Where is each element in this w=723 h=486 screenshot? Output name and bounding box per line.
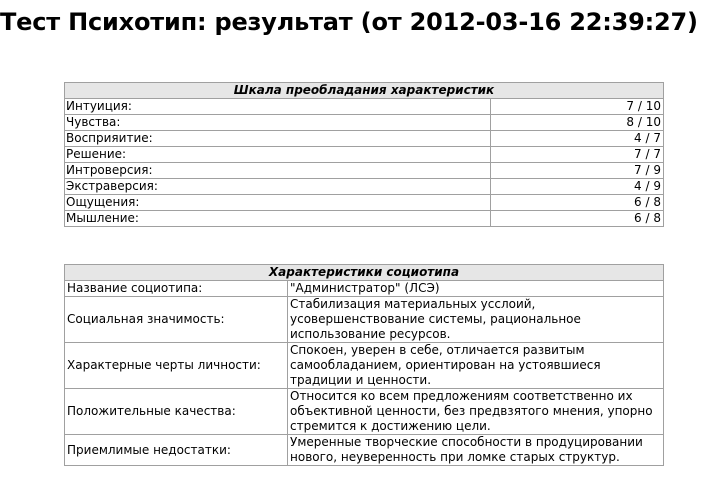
table-row — [65, 389, 664, 435]
table-row — [65, 211, 664, 227]
table-header-row — [65, 83, 664, 99]
scale-value-feelings: 8 / 10 — [490, 115, 663, 131]
scale-value-intuition: 7 / 10 — [490, 99, 663, 115]
table-row — [65, 435, 664, 466]
table-row — [65, 131, 664, 147]
sociotype-name-value: "Администратор" (ЛСЭ) — [288, 281, 664, 297]
scale-label-intuition: Интуиция: — [65, 99, 491, 115]
acceptable-flaws-label: Приемлимые недостатки: — [65, 435, 288, 466]
scale-label-thinking: Мышление: — [65, 211, 491, 227]
page-title: Тест Психотип: результат (от 2012-03-16 22:39:27) — [0, 8, 698, 36]
scale-value-perception: 4 / 7 — [490, 131, 663, 147]
scale-value-decision: 7 / 7 — [490, 147, 663, 163]
scale-value-introversion: 7 / 9 — [490, 163, 663, 179]
sociotype-name-label: Название социотипа: — [65, 281, 288, 297]
scale-table-heading: Шкала преобладания характеристик — [65, 83, 664, 99]
table-header-row — [65, 265, 664, 281]
scale-label-decision: Решение: — [65, 147, 491, 163]
table-row — [65, 115, 664, 131]
scale-value-sensing: 6 / 8 — [490, 195, 663, 211]
table-row — [65, 195, 664, 211]
positive-qualities-label: Положительные качества: — [65, 389, 288, 435]
table-row — [65, 99, 664, 115]
table-row — [65, 163, 664, 179]
scale-label-extraversion: Экстраверсия: — [65, 179, 491, 195]
social-significance-label: Социальная значимость: — [65, 297, 288, 343]
sociotype-table — [64, 264, 664, 466]
table-row — [65, 179, 664, 195]
dominance-scale-table — [64, 82, 664, 227]
scale-value-thinking: 6 / 8 — [490, 211, 663, 227]
scale-label-feelings: Чувства: — [65, 115, 491, 131]
social-significance-value: Стабилизация материальных усслоий, усовершенствование системы, рациональное использование ресурсов. — [288, 297, 664, 343]
sociotype-table-heading: Характеристики социотипа — [65, 265, 664, 281]
table-row — [65, 343, 664, 389]
personality-traits-label: Характерные черты личности: — [65, 343, 288, 389]
scale-label-perception: Восприяитие: — [65, 131, 491, 147]
scale-value-extraversion: 4 / 9 — [490, 179, 663, 195]
table-row — [65, 147, 664, 163]
acceptable-flaws-value: Умеренные творческие способности в продуцировании нового, неуверенность при ломке старых структур. — [288, 435, 664, 466]
scale-label-introversion: Интроверсия: — [65, 163, 491, 179]
positive-qualities-value: Относится ко всем предложениям соответственно их объективной ценности, без предвзятого мнения, упорно стремится к достижению цели. — [288, 389, 664, 435]
table-row — [65, 297, 664, 343]
scale-label-sensing: Ощущения: — [65, 195, 491, 211]
table-row — [65, 281, 664, 297]
personality-traits-value: Спокоен, уверен в себе, отличается развитым самообладанием, ориентирован на устоявшиеся традиции и ценности. — [288, 343, 664, 389]
